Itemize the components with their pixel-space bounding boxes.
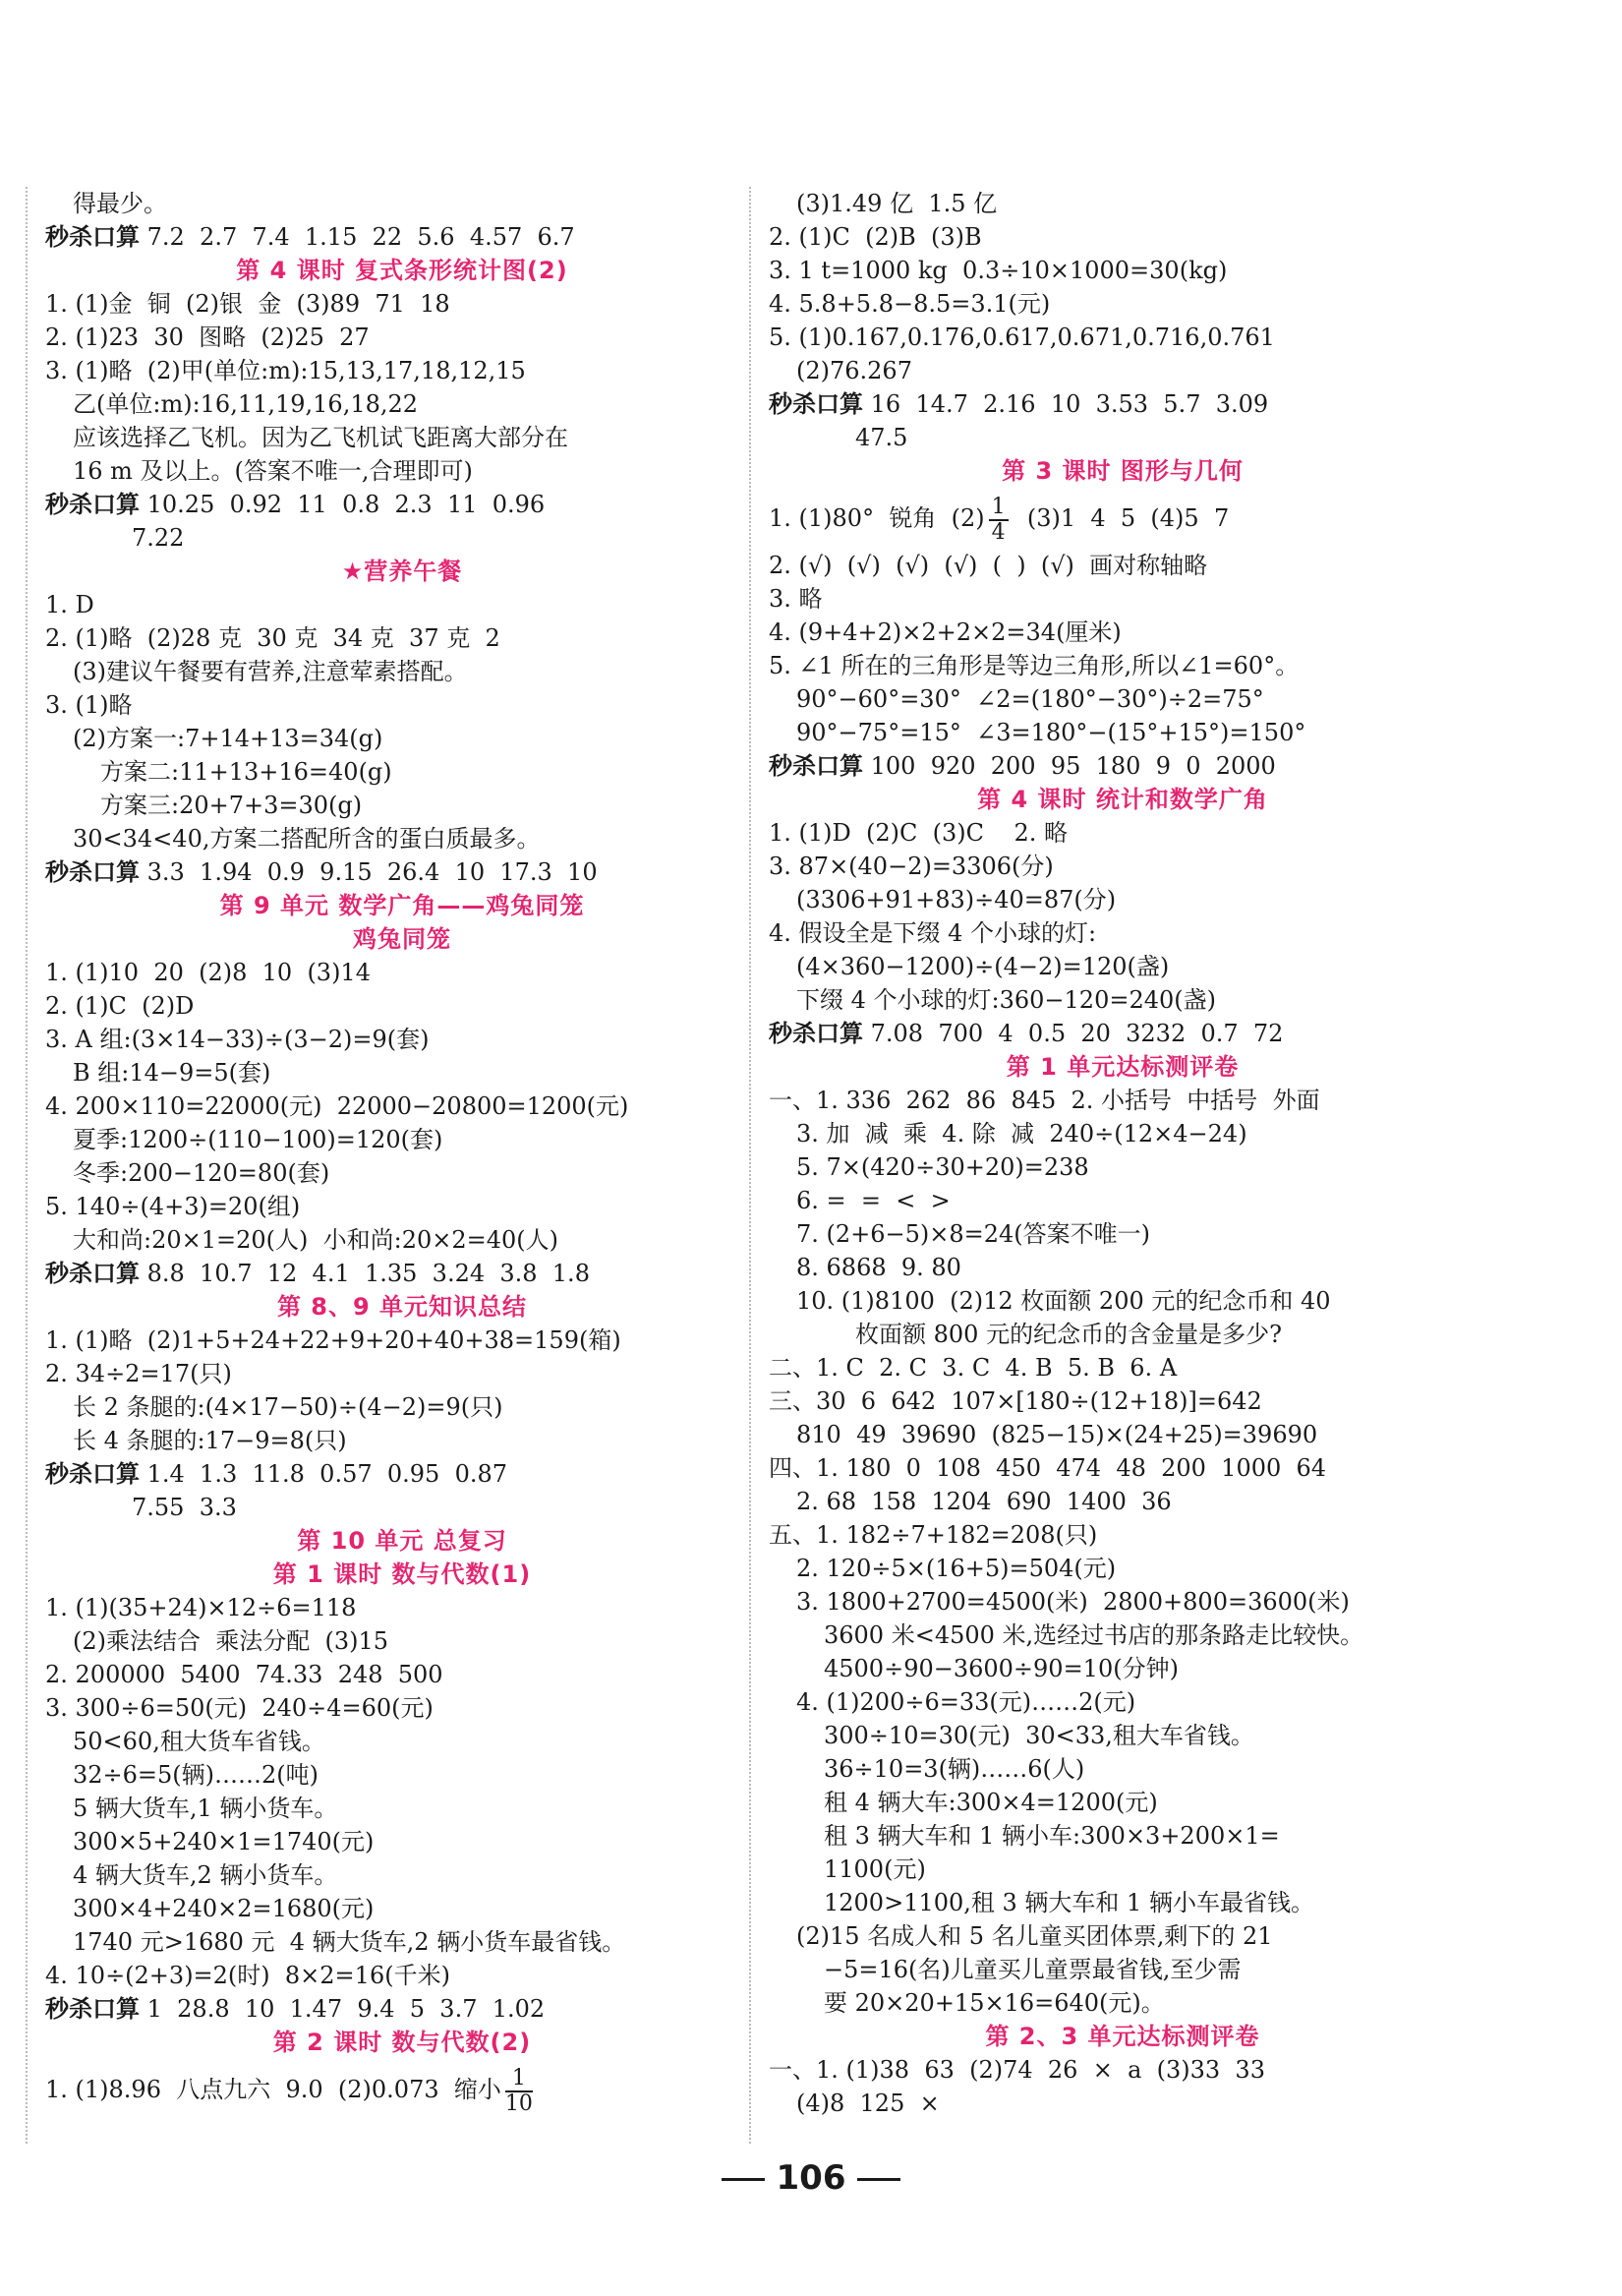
answer-line [45, 2059, 759, 2120]
answer-line: 36÷10=3(辆)……6(人) [824, 1755, 1085, 1783]
answer-line: 下缀 4 个小球的灯:360−120=240(盏) [796, 986, 1216, 1014]
answer-line: 4. (1)200÷6=33(元)……2(元) [796, 1688, 1136, 1716]
answer-line: 冬季:200−120=80(套) [73, 1159, 330, 1187]
answer-line: 1740 元>1680 元 4 辆大货车,2 辆小货车最省钱。 [73, 1928, 626, 1956]
fraction [505, 2067, 533, 2116]
answer-line: 300×5+240×1=1740(元) [73, 1828, 375, 1855]
answer-line: 5. 7×(420÷30+20)=238 [796, 1153, 1089, 1181]
answer-text: 1. (1)80° 锐角 (2) [769, 504, 985, 532]
answer-line: 四、1. 180 0 108 450 474 48 200 1000 64 [769, 1454, 1327, 1482]
mental-math-label: 秒杀口算 [45, 1995, 140, 2023]
answer-line: 47.5 [855, 424, 908, 451]
answer-line [769, 488, 1477, 549]
section-heading: 第 10 单元 总复习 [297, 1527, 507, 1555]
answer-line: 32÷6=5(辆)……2(吨) [73, 1761, 319, 1789]
answer-line: 4. 假设全是下缀 4 个小球的灯: [769, 919, 1097, 947]
mental-math-values: 7.2 2.7 7.4 1.15 22 5.6 4.57 6.7 [140, 223, 575, 251]
page-number-dash-left [722, 2178, 765, 2181]
answer-line: 8. 6868 9. 80 [796, 1254, 961, 1281]
answer-line: 7.55 3.3 [132, 1494, 237, 1521]
answer-line: 90°−75°=15° ∠3=180°−(15°+15°)=150° [796, 719, 1306, 746]
answer-line: (4)8 125 × [796, 2090, 940, 2117]
answer-line: 1. (1)10 20 (2)8 10 (3)14 [45, 959, 371, 986]
answer-line: (2)76.267 [796, 357, 912, 384]
answer-line: 三、30 6 642 107×[180÷(12+18)]=642 [769, 1387, 1262, 1415]
fraction-numerator: 1 [989, 496, 1009, 521]
answer-line: 3. 略 [769, 585, 823, 613]
mental-math-line [769, 1017, 1477, 1050]
mental-math-label: 秒杀口算 [45, 491, 140, 518]
answer-line: 5. 140÷(4+3)=20(组) [45, 1193, 301, 1220]
section-heading: 第 8、9 单元知识总结 [276, 1293, 528, 1321]
fraction-denominator: 10 [504, 2090, 533, 2116]
mental-math-label: 秒杀口算 [45, 1260, 140, 1287]
answer-line: 租 3 辆大车和 1 辆小车:300×3+200×1= [824, 1822, 1280, 1850]
answer-line: 90°−60°=30° ∠2=(180°−30°)÷2=75° [796, 685, 1264, 713]
answer-line: 乙(单位:m):16,11,19,16,18,22 [73, 390, 419, 418]
answer-line: 2. (1)略 (2)28 克 30 克 34 克 37 克 2 [45, 624, 500, 652]
mental-math-label: 秒杀口算 [45, 858, 140, 886]
answer-line: 1. (1)(35+24)×12÷6=118 [45, 1594, 357, 1621]
mental-math-label: 秒杀口算 [769, 752, 863, 780]
mental-math-label: 秒杀口算 [45, 1460, 140, 1488]
answer-line: 1. D [45, 591, 94, 618]
page-number [0, 2158, 1622, 2198]
answer-line: 1100(元) [824, 1855, 926, 1883]
answer-line: 方案三:20+7+3=30(g) [100, 792, 363, 819]
mental-math-line [45, 1257, 759, 1290]
answer-line: 3. 1800+2700=4500(米) 2800+800=3600(米) [796, 1588, 1350, 1616]
mental-math-values: 100 920 200 95 180 9 0 2000 [863, 752, 1276, 780]
answer-line: B 组:14−9=5(套) [73, 1059, 271, 1087]
answer-line: (2)方案一:7+14+13=34(g) [73, 725, 383, 752]
section-heading: ★营养午餐 [341, 558, 463, 585]
answer-line: (4×360−1200)÷(4−2)=120(盏) [796, 953, 1170, 980]
answer-line: 长 4 条腿的:17−9=8(只) [73, 1427, 347, 1454]
answer-line: 2. 200000 5400 74.33 248 500 [45, 1661, 443, 1688]
answer-line: 2. (√) (√) (√) (√) ( ) (√) 画对称轴略 [769, 552, 1208, 579]
mental-math-values: 8.8 10.7 12 4.1 1.35 3.24 3.8 1.8 [140, 1260, 590, 1287]
mental-math-label: 秒杀口算 [45, 223, 140, 251]
mental-math-line [45, 488, 759, 521]
fraction-denominator: 4 [991, 519, 1006, 545]
answer-line: 3. (1)略 [45, 691, 133, 719]
answer-line: 一、1. 336 262 86 845 2. 小括号 中括号 外面 [769, 1087, 1320, 1114]
answer-line: 5. ∠1 所在的三角形是等边三角形,所以∠1=60°。 [769, 652, 1300, 679]
answer-line: 1. (1)略 (2)1+5+24+22+9+20+40+38=159(箱) [45, 1326, 621, 1354]
section-heading: 第 2 课时 数与代数(2) [272, 2029, 532, 2056]
mental-math-values: 1.4 1.3 11.8 0.57 0.95 0.87 [140, 1460, 508, 1488]
section-heading: 第 3 课时 图形与几何 [1002, 457, 1244, 485]
answer-line: (3306+91+83)÷40=87(分) [796, 886, 1117, 913]
answer-line: 2. 34÷2=17(只) [45, 1360, 232, 1387]
answer-text: (3)1 4 5 (4)5 7 [1012, 504, 1230, 532]
answer-line: 6. = = < > [796, 1187, 951, 1214]
fraction-numerator: 1 [505, 2067, 533, 2092]
answer-line: 3. A 组:(3×14−33)÷(3−2)=9(套) [45, 1026, 430, 1053]
answer-column-left [26, 187, 759, 2144]
mental-math-values: 7.08 700 4 0.5 20 3232 0.7 72 [863, 1020, 1284, 1047]
answer-line: 4500÷90−3600÷90=10(分钟) [824, 1655, 1179, 1682]
answer-line: −5=16(名)儿童买儿童票最省钱,至少需 [824, 1956, 1242, 1983]
mental-math-line [45, 220, 759, 254]
mental-math-values: 16 14.7 2.16 10 3.53 5.7 3.09 [863, 390, 1269, 418]
mental-math-label: 秒杀口算 [769, 390, 863, 418]
answer-line: 300÷10=30(元) 30<33,租大车省钱。 [824, 1722, 1254, 1749]
mental-math-label: 秒杀口算 [769, 1020, 863, 1047]
answer-line: 4 辆大货车,2 辆小货车。 [73, 1861, 338, 1889]
page-number-text: 106 [776, 2158, 846, 2198]
section-heading: 第 1 课时 数与代数(1) [272, 1560, 532, 1588]
answer-line: 1200>1100,租 3 辆大车和 1 辆小车最省钱。 [824, 1889, 1314, 1916]
answer-line: 4. 5.8+5.8−8.5=3.1(元) [769, 290, 1051, 318]
answer-line: 五、1. 182÷7+182=208(只) [769, 1521, 1098, 1549]
mental-math-line [769, 749, 1477, 783]
answer-line: 1. (1)金 铜 (2)银 金 (3)89 71 18 [45, 290, 450, 318]
answer-line: 4. 10÷(2+3)=2(时) 8×2=16(千米) [45, 1962, 450, 1989]
answer-line: 50<60,租大货车省钱。 [73, 1728, 325, 1755]
answer-line: 30<34<40,方案二搭配所含的蛋白质最多。 [73, 825, 541, 853]
mental-math-line [45, 855, 759, 889]
answer-line: (2)乘法结合 乘法分配 (3)15 [73, 1627, 389, 1655]
answer-line: 二、1. C 2. C 3. C 4. B 5. B 6. A [769, 1354, 1178, 1382]
answer-line: 2. (1)C (2)D [45, 992, 195, 1020]
answer-line: 3600 米<4500 米,选经过书店的那条路走比较快。 [824, 1621, 1364, 1649]
answer-line: 5. (1)0.167,0.176,0.617,0.671,0.716,0.761 [769, 324, 1275, 351]
answer-line: (2)15 名成人和 5 名儿童买团体票,剩下的 21 [796, 1922, 1273, 1950]
answer-line: 5 辆大货车,1 辆小货车。 [73, 1795, 338, 1822]
answer-line: 7. (2+6−5)×8=24(答案不唯一) [796, 1220, 1151, 1248]
answer-line: (3)建议午餐要有营养,注意荤素搭配。 [73, 658, 468, 685]
answer-line: 3. 1 t=1000 kg 0.3÷10×1000=30(kg) [769, 257, 1228, 284]
answer-line: 1. (1)D (2)C (3)C 2. 略 [769, 819, 1069, 847]
answer-column-right [749, 187, 1477, 2144]
fraction [989, 496, 1009, 545]
answer-line: 应该选择乙飞机。因为乙飞机试飞距离大部分在 [73, 424, 568, 451]
mental-math-line [769, 387, 1477, 421]
answer-line: 2. 68 158 1204 690 1400 36 [796, 1488, 1172, 1515]
answer-line: 3. 87×(40−2)=3306(分) [769, 853, 1054, 880]
section-heading: 第 1 单元达标测评卷 [1006, 1053, 1240, 1081]
answer-line: 810 49 39690 (825−15)×(24+25)=39690 [796, 1421, 1318, 1448]
page-number-dash-right [857, 2178, 900, 2181]
section-heading: 第 2、3 单元达标测评卷 [985, 2023, 1260, 2050]
answer-line: 夏季:1200÷(110−100)=120(套) [73, 1126, 443, 1153]
answer-line: 2. 120÷5×(16+5)=504(元) [796, 1555, 1117, 1582]
answer-line: (3)1.49 亿 1.5 亿 [796, 190, 998, 217]
answer-line: 租 4 辆大车:300×4=1200(元) [824, 1789, 1158, 1816]
mental-math-values: 3.3 1.94 0.9 9.15 26.4 10 17.3 10 [140, 858, 598, 886]
answer-line: 7.22 [132, 524, 185, 552]
answer-line: 得最少。 [73, 190, 167, 217]
section-heading: 鸡兔同笼 [353, 925, 451, 953]
answer-line: 方案二:11+13+16=40(g) [100, 758, 392, 786]
mental-math-line [45, 1457, 759, 1491]
answer-line: 2. (1)23 30 图略 (2)25 27 [45, 324, 370, 351]
answer-line: 16 m 及以上。(答案不唯一,合理即可) [73, 457, 473, 485]
answer-line: 大和尚:20×1=20(人) 小和尚:20×2=40(人) [73, 1226, 559, 1254]
answer-line: 长 2 条腿的:(4×17−50)÷(4−2)=9(只) [73, 1393, 503, 1421]
mental-math-values: 1 28.8 10 1.47 9.4 5 3.7 1.02 [140, 1995, 546, 2023]
mental-math-line [45, 1992, 759, 2026]
answer-text: 1. (1)8.96 八点九六 9.0 (2)0.073 缩小 [45, 2076, 501, 2103]
answer-line: 10. (1)8100 (2)12 枚面额 200 元的纪念币和 40 [796, 1287, 1331, 1315]
section-heading: 第 4 课时 统计和数学广角 [977, 786, 1268, 813]
answer-line: 4. 200×110=22000(元) 22000−20800=1200(元) [45, 1092, 629, 1120]
section-heading: 第 4 课时 复式条形统计图(2) [236, 257, 568, 284]
answer-line: 4. (9+4+2)×2+2×2=34(厘米) [769, 618, 1122, 646]
answer-line: 3. 加 减 乘 4. 除 减 240÷(12×4−24) [796, 1120, 1247, 1148]
answer-line: 3. (1)略 (2)甲(单位:m):15,13,17,18,12,15 [45, 357, 526, 384]
answer-line: 要 20×20+15×16=640(元)。 [824, 1989, 1165, 2017]
answer-line: 2. (1)C (2)B (3)B [769, 223, 982, 251]
answer-line: 3. 300÷6=50(元) 240÷4=60(元) [45, 1694, 434, 1722]
section-heading: 第 9 单元 数学广角——鸡兔同笼 [219, 892, 585, 919]
answer-line: 300×4+240×2=1680(元) [73, 1895, 375, 1922]
answer-line: 枚面额 800 元的纪念币的含金量是多少? [855, 1321, 1282, 1348]
mental-math-values: 10.25 0.92 11 0.8 2.3 11 0.96 [140, 491, 546, 518]
answer-line: 一、1. (1)38 63 (2)74 26 × a (3)33 33 [769, 2056, 1265, 2084]
